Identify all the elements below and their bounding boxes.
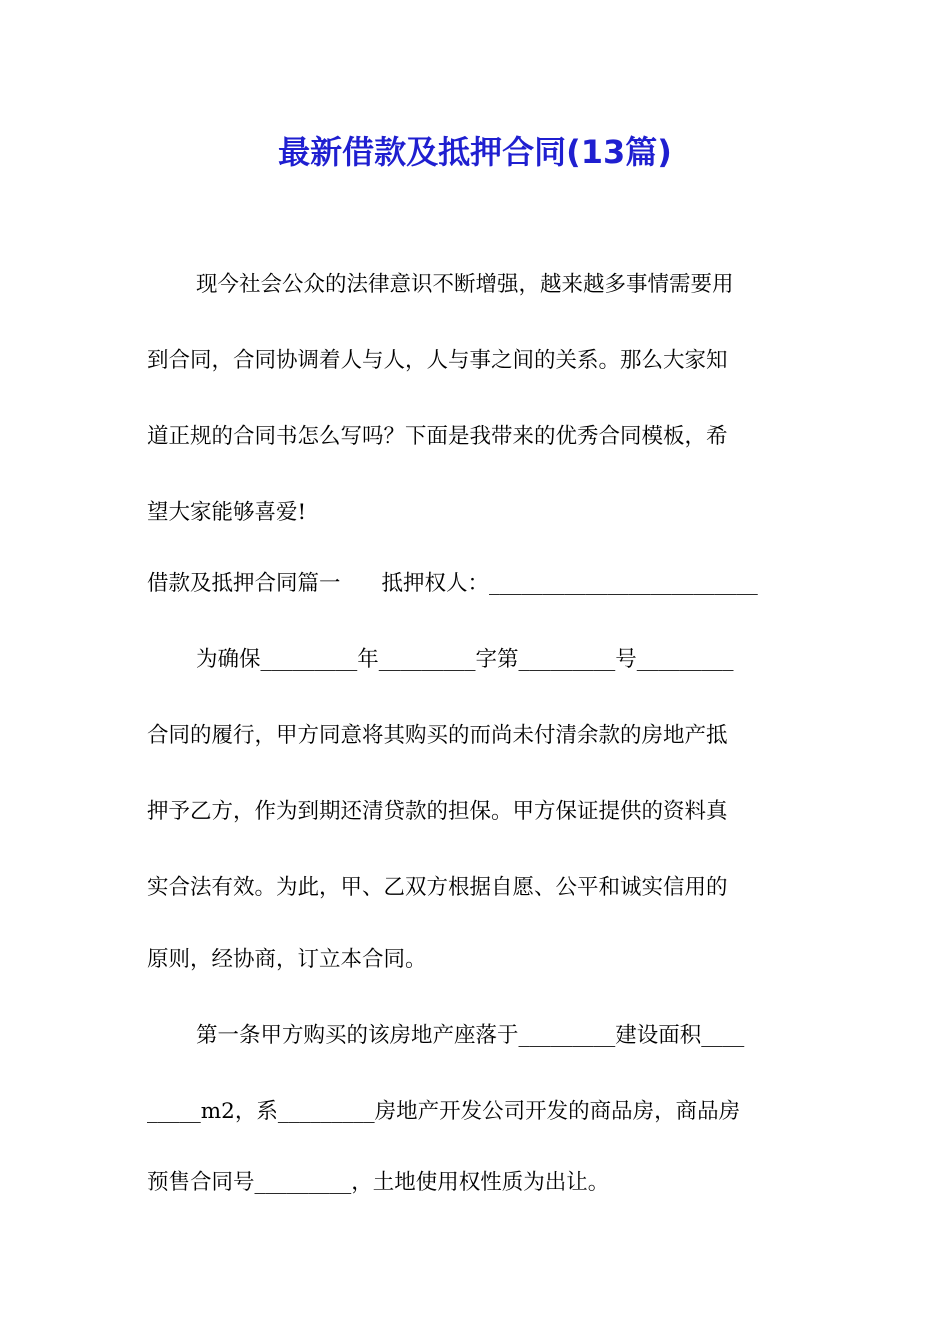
paragraph-line: 道正规的合同书怎么写吗？下面是我带来的优秀合同模板，希 (147, 424, 728, 449)
paragraph-line: 第一条甲方购买的该房地产座落于_________建设面积____ (196, 1023, 745, 1048)
paragraph-line: 实合法有效。为此，甲、乙双方根据自愿、公平和诚实信用的 (147, 875, 728, 900)
paragraph-line: 为确保_________年_________字第_________号_________ (196, 647, 734, 672)
paragraph-line: 预售合同号_________，土地使用权性质为出让。 (147, 1170, 610, 1195)
paragraph-line: 现今社会公众的法律意识不断增强，越来越多事情需要用 (196, 272, 734, 297)
paragraph-line: 到合同，合同协调着人与人，人与事之间的关系。那么大家知 (147, 348, 728, 373)
paragraph-line: _____m2，系_________房地产开发公司开发的商品房，商品房 (147, 1099, 741, 1124)
section-heading-line: 借款及抵押合同篇一 抵押权人：_________________________ (147, 571, 758, 596)
paragraph-line: 望大家能够喜爱! (147, 500, 307, 525)
paragraph-line: 合同的履行，甲方同意将其购买的而尚未付清余款的房地产抵 (147, 723, 728, 748)
paragraph-line: 原则，经协商，订立本合同。 (147, 947, 427, 972)
document-title: 最新借款及抵押合同(13篇) (278, 133, 672, 171)
paragraph-line: 押予乙方，作为到期还清贷款的担保。甲方保证提供的资料真 (147, 799, 728, 824)
